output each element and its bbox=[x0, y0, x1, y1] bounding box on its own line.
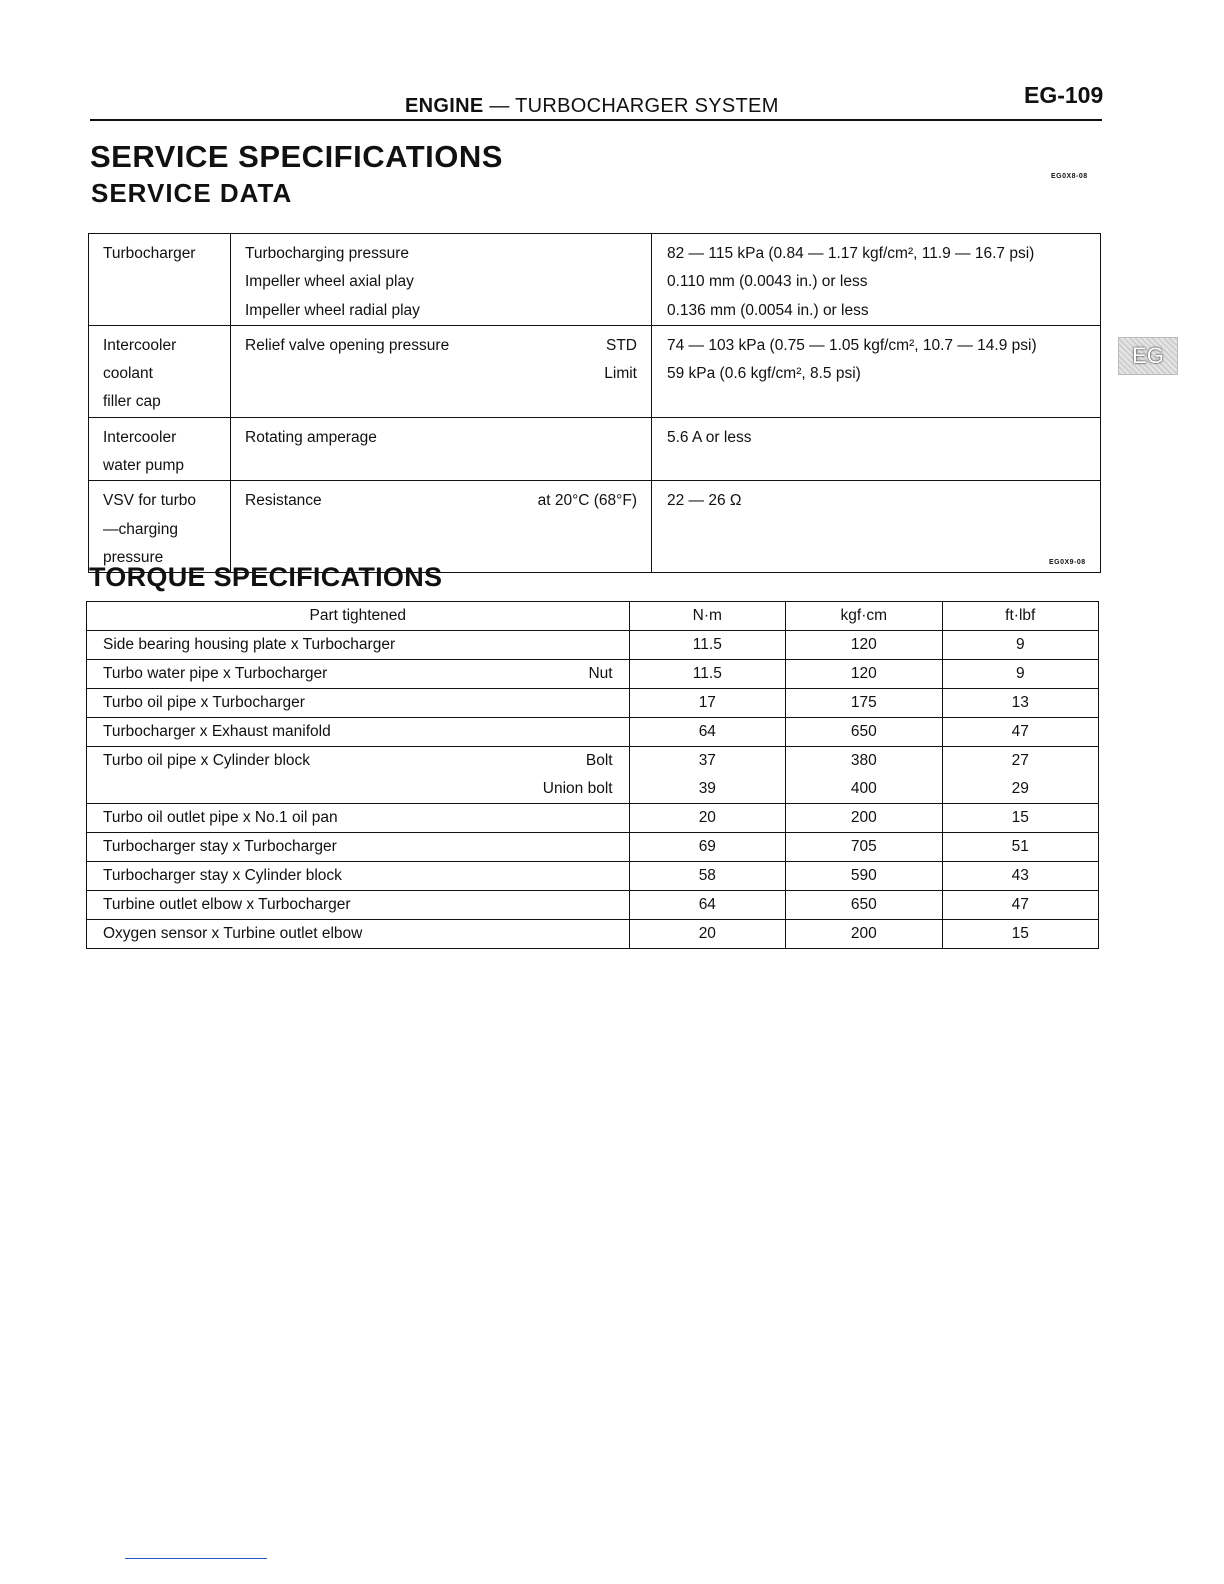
page-number: EG-109 bbox=[1024, 82, 1104, 108]
torque-ftlbf-value: 43 bbox=[1011, 867, 1029, 884]
torque-ftlbf-cell bbox=[942, 689, 1099, 718]
header-separator: — bbox=[489, 95, 510, 117]
torque-specifications-heading: TORQUE SPECIFICATIONS bbox=[89, 562, 443, 592]
torque-nm-cell bbox=[629, 660, 785, 689]
part-tightened-cell bbox=[87, 891, 630, 920]
torque-kgfcm-cell bbox=[786, 660, 942, 689]
torque-nm-cell bbox=[629, 689, 785, 718]
torque-nm-cell bbox=[629, 747, 785, 804]
torque-nm-value: 39 bbox=[698, 780, 716, 797]
torque-nm-cell bbox=[629, 718, 785, 747]
column-header: ft·lbf bbox=[942, 602, 1099, 631]
part-line bbox=[103, 775, 613, 803]
torque-kgfcm-value: 705 bbox=[850, 838, 877, 855]
item-qualifier: at 20°C (68°F) bbox=[537, 492, 637, 510]
torque-specifications-table bbox=[86, 601, 1099, 949]
item-line bbox=[245, 424, 637, 452]
part-name: Side bearing housing plate x Turbocharger bbox=[103, 636, 396, 653]
torque-kgfcm-cell bbox=[786, 920, 942, 949]
table-row bbox=[87, 631, 1099, 660]
torque-kgfcm-cell bbox=[786, 689, 942, 718]
torque-nm-cell bbox=[629, 833, 785, 862]
value-cell bbox=[652, 325, 1101, 417]
part-tightened-cell bbox=[87, 833, 630, 862]
spec-value: 74 — 103 kPa (0.75 — 1.05 kgf/cm², 10.7 — 14.9 psi) bbox=[667, 336, 1037, 354]
torque-nm-value: 69 bbox=[698, 838, 716, 855]
torque-kgfcm-cell bbox=[786, 747, 942, 804]
table-row bbox=[87, 833, 1099, 862]
table-row bbox=[89, 234, 1101, 326]
part-name: Turbocharger stay x Turbocharger bbox=[103, 838, 337, 855]
torque-kgfcm-cell bbox=[786, 631, 942, 660]
torque-kgfcm-value: 120 bbox=[850, 665, 877, 682]
torque-ftlbf-cell bbox=[942, 833, 1099, 862]
torque-nm-cell bbox=[629, 891, 785, 920]
torque-nm-value: 17 bbox=[698, 694, 716, 711]
component-label: filler cap bbox=[103, 393, 161, 411]
item-line bbox=[245, 268, 637, 296]
header-subsection: TURBOCHARGER SYSTEM bbox=[515, 95, 779, 117]
table-header-row bbox=[87, 602, 1099, 631]
component-label: Intercooler bbox=[103, 336, 177, 354]
torque-nm-value: 20 bbox=[698, 809, 716, 826]
item-line bbox=[245, 240, 637, 268]
spec-value: 82 — 115 kPa (0.84 — 1.17 kgf/cm², 11.9 — 16.7 psi) bbox=[667, 245, 1035, 262]
spec-value: 5.6 A or less bbox=[667, 428, 752, 446]
spec-value: 59 kPa (0.6 kgf/cm², 8.5 psi) bbox=[667, 365, 861, 383]
part-tightened-cell bbox=[87, 804, 630, 833]
item-line bbox=[245, 332, 637, 360]
table-row bbox=[89, 417, 1101, 481]
spec-value: 22 — 26 Ω bbox=[667, 492, 742, 510]
column-header: N·m bbox=[629, 602, 785, 631]
item-qualifier: Limit bbox=[604, 365, 637, 383]
table-row bbox=[87, 747, 1099, 804]
torque-ftlbf-cell bbox=[942, 891, 1099, 920]
torque-ftlbf-cell bbox=[942, 660, 1099, 689]
reference-code: EG0X8-08 bbox=[1051, 173, 1088, 180]
torque-nm-value: 64 bbox=[698, 723, 716, 740]
item-label: Resistance bbox=[245, 492, 322, 510]
part-line bbox=[103, 920, 613, 948]
item-line bbox=[245, 297, 637, 325]
torque-kgfcm-value: 200 bbox=[850, 809, 877, 826]
torque-kgfcm-value: 200 bbox=[850, 925, 877, 942]
service-specifications-heading: SERVICE SPECIFICATIONS bbox=[90, 139, 503, 174]
part-name: Turbo oil pipe x Turbocharger bbox=[103, 694, 305, 711]
torque-kgfcm-cell bbox=[786, 718, 942, 747]
item-label: Rotating amperage bbox=[245, 428, 377, 446]
column-header: Part tightened bbox=[87, 602, 630, 631]
part-name: Oxygen sensor x Turbine outlet elbow bbox=[103, 925, 363, 942]
torque-kgfcm-cell bbox=[786, 833, 942, 862]
part-name: Turbocharger x Exhaust manifold bbox=[103, 723, 331, 740]
table-row bbox=[87, 718, 1099, 747]
spec-value: 0.110 mm (0.0043 in.) or less bbox=[667, 273, 868, 291]
torque-ftlbf-value: 27 bbox=[1011, 752, 1029, 769]
torque-kgfcm-value: 175 bbox=[850, 694, 877, 711]
torque-nm-cell bbox=[629, 631, 785, 660]
torque-nm-cell bbox=[629, 920, 785, 949]
item-qualifier: STD bbox=[606, 336, 637, 354]
component-cell bbox=[89, 234, 231, 326]
torque-ftlbf-value: 9 bbox=[1015, 665, 1025, 682]
part-line bbox=[103, 862, 613, 890]
part-line bbox=[103, 718, 613, 746]
torque-kgfcm-cell bbox=[786, 862, 942, 891]
torque-kgfcm-value: 380 bbox=[850, 752, 877, 769]
header-divider bbox=[90, 119, 1102, 121]
torque-ftlbf-cell bbox=[942, 862, 1099, 891]
torque-nm-cell bbox=[629, 862, 785, 891]
spec-value: 0.136 mm (0.0054 in.) or less bbox=[667, 301, 869, 319]
torque-ftlbf-value: 9 bbox=[1015, 636, 1025, 653]
part-line bbox=[103, 689, 613, 717]
torque-kgfcm-cell bbox=[786, 804, 942, 833]
torque-ftlbf-value: 13 bbox=[1011, 694, 1029, 711]
item-cell bbox=[231, 481, 652, 573]
header-section: ENGINE bbox=[405, 95, 484, 117]
service-data-heading: SERVICE DATA bbox=[91, 178, 293, 208]
part-line bbox=[103, 891, 613, 919]
part-line bbox=[103, 747, 613, 775]
part-line bbox=[103, 631, 613, 659]
reference-code: EG0X9-08 bbox=[1049, 559, 1086, 566]
table-row bbox=[87, 660, 1099, 689]
torque-ftlbf-cell bbox=[942, 631, 1099, 660]
torque-nm-value: 11.5 bbox=[692, 665, 722, 682]
part-name: Turbo oil outlet pipe x No.1 oil pan bbox=[103, 809, 338, 826]
column-header: kgf·cm bbox=[786, 602, 942, 631]
torque-ftlbf-value: 51 bbox=[1011, 838, 1029, 855]
part-tightened-cell bbox=[87, 747, 630, 804]
part-tightened-cell bbox=[87, 718, 630, 747]
torque-nm-value: 37 bbox=[698, 752, 716, 769]
item-line bbox=[245, 360, 637, 388]
fastener-qualifier: Nut bbox=[588, 665, 613, 682]
torque-kgfcm-value: 590 bbox=[850, 867, 877, 884]
item-line bbox=[245, 487, 637, 515]
value-cell bbox=[652, 234, 1101, 326]
torque-ftlbf-cell bbox=[942, 747, 1099, 804]
item-label: Turbocharging pressure bbox=[245, 245, 409, 262]
torque-kgfcm-value: 400 bbox=[850, 780, 877, 797]
item-cell bbox=[231, 417, 652, 481]
torque-kgfcm-value: 120 bbox=[850, 636, 877, 653]
running-header bbox=[405, 95, 779, 118]
value-cell bbox=[652, 481, 1101, 573]
fastener-qualifier: Union bolt bbox=[542, 780, 613, 797]
component-label: Intercooler bbox=[103, 428, 177, 446]
torque-nm-cell bbox=[629, 804, 785, 833]
torque-ftlbf-value: 47 bbox=[1011, 896, 1029, 913]
fastener-qualifier: Bolt bbox=[585, 752, 613, 769]
component-label: coolant bbox=[103, 365, 153, 383]
component-label: Turbocharger bbox=[103, 245, 196, 262]
component-cell bbox=[89, 325, 231, 417]
part-name: Turbocharger stay x Cylinder block bbox=[103, 867, 342, 884]
component-label: VSV for turbo bbox=[103, 492, 197, 510]
component-cell bbox=[89, 481, 231, 573]
item-cell bbox=[231, 325, 652, 417]
torque-nm-value: 58 bbox=[698, 867, 716, 884]
part-name: Turbine outlet elbow x Turbocharger bbox=[103, 896, 351, 913]
table-row bbox=[87, 862, 1099, 891]
part-line bbox=[103, 804, 613, 832]
section-tab-eg[interactable]: EG bbox=[1118, 337, 1178, 375]
torque-nm-value: 20 bbox=[698, 925, 716, 942]
torque-ftlbf-cell bbox=[942, 920, 1099, 949]
component-label: —charging bbox=[103, 520, 178, 538]
service-data-table bbox=[88, 233, 1101, 573]
footer-link-underline[interactable] bbox=[125, 1558, 267, 1559]
part-tightened-cell bbox=[87, 660, 630, 689]
torque-kgfcm-cell bbox=[786, 891, 942, 920]
item-cell bbox=[231, 234, 652, 326]
component-label: pressure bbox=[103, 548, 164, 566]
torque-ftlbf-value: 15 bbox=[1011, 925, 1029, 942]
torque-nm-value: 11.5 bbox=[692, 636, 722, 653]
part-tightened-cell bbox=[87, 920, 630, 949]
part-tightened-cell bbox=[87, 689, 630, 718]
torque-ftlbf-value: 47 bbox=[1011, 723, 1029, 740]
torque-ftlbf-value: 29 bbox=[1011, 780, 1029, 797]
torque-nm-value: 64 bbox=[698, 896, 716, 913]
table-row bbox=[89, 481, 1101, 573]
table-row bbox=[87, 689, 1099, 718]
table-row bbox=[87, 891, 1099, 920]
part-tightened-cell bbox=[87, 631, 630, 660]
item-label: Impeller wheel axial play bbox=[245, 273, 414, 291]
torque-ftlbf-value: 15 bbox=[1011, 809, 1029, 826]
value-cell bbox=[652, 417, 1101, 481]
table-row bbox=[89, 325, 1101, 417]
component-label: water pump bbox=[103, 457, 184, 475]
table-row bbox=[87, 804, 1099, 833]
part-name: Turbo water pipe x Turbocharger bbox=[103, 665, 328, 682]
part-name: Turbo oil pipe x Cylinder block bbox=[103, 752, 311, 769]
torque-kgfcm-value: 650 bbox=[850, 896, 877, 913]
table-row bbox=[87, 920, 1099, 949]
item-label: Impeller wheel radial play bbox=[245, 301, 420, 319]
component-cell bbox=[89, 417, 231, 481]
part-line bbox=[103, 660, 613, 688]
torque-ftlbf-cell bbox=[942, 804, 1099, 833]
item-label: Relief valve opening pressure bbox=[245, 336, 450, 354]
torque-ftlbf-cell bbox=[942, 718, 1099, 747]
part-line bbox=[103, 833, 613, 861]
torque-kgfcm-value: 650 bbox=[850, 723, 877, 740]
part-tightened-cell bbox=[87, 862, 630, 891]
